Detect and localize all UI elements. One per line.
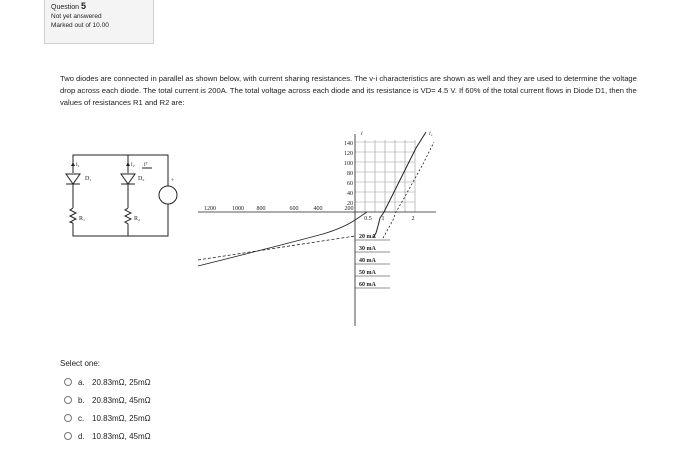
x-tick-1000: 1000: [232, 206, 244, 212]
y-tick-100: 100: [344, 161, 353, 167]
option-d-letter: d.: [78, 431, 85, 441]
y-tick-40: 40: [347, 191, 353, 197]
question-status: Not yet answered: [51, 13, 102, 20]
diode-d2: [121, 174, 135, 184]
option-c-text: 10.83mΩ, 25mΩ: [92, 413, 151, 423]
current-label-50ma: 50 mA: [359, 270, 376, 276]
option-b-letter: b.: [78, 395, 85, 405]
question-prefix: Question: [51, 4, 80, 11]
question-figure: [58, 128, 446, 336]
circuit-diagram: [70, 155, 177, 236]
label-plus: +: [171, 178, 175, 184]
select-one-label: Select one:: [60, 359, 101, 368]
question-number: [51, 2, 147, 12]
x-tick-600: 600: [289, 206, 299, 212]
question-marks: Marked out of 10.00: [51, 22, 109, 29]
y-tick-60: 60: [347, 181, 353, 187]
axis-i-label: i: [361, 131, 363, 137]
option-a[interactable]: [60, 373, 151, 391]
y-tick-20: 20: [347, 201, 353, 207]
x-tick-2: 2: [411, 216, 415, 222]
x-tick-200: 200: [344, 206, 354, 212]
label-r1: R₁: [79, 216, 86, 222]
y-tick-140: 140: [344, 141, 353, 147]
y-tick-120: 120: [344, 151, 353, 157]
option-d-text: 10.83mΩ, 45mΩ: [92, 431, 151, 441]
option-b-text: 20.83mΩ, 45mΩ: [92, 395, 151, 405]
option-d[interactable]: [60, 427, 151, 445]
axis-i1-label: i₁: [429, 131, 433, 137]
x-tick-0-5: 0.5: [364, 216, 372, 222]
radio-b[interactable]: [64, 396, 72, 404]
label-d2: D₂: [138, 176, 145, 182]
current-label-20ma: 20 mA: [359, 234, 376, 240]
y-tick-80: 80: [347, 171, 353, 177]
radio-a[interactable]: [64, 378, 72, 386]
resistor-r1: [70, 208, 76, 223]
label-r2: R₂: [134, 216, 141, 222]
option-c-letter: c.: [78, 413, 85, 423]
question-number-value: 5: [80, 1, 86, 11]
label-i1: i₁: [76, 162, 80, 168]
label-i2: i₂: [131, 162, 135, 168]
option-c[interactable]: [60, 409, 151, 427]
vi-graph: [198, 131, 436, 326]
question-info-panel: [44, 0, 154, 44]
option-a-text: 20.83mΩ, 25mΩ: [92, 377, 151, 387]
diode-d1: [66, 174, 80, 184]
voltage-source: [159, 186, 177, 204]
option-a-letter: a.: [78, 377, 85, 387]
option-b[interactable]: [60, 391, 151, 409]
answer-options: [60, 373, 151, 445]
label-d1: D₁: [85, 176, 92, 182]
resistor-r2: [125, 208, 131, 236]
radio-c[interactable]: [64, 414, 72, 422]
current-label-60ma: 60 mA: [359, 282, 376, 288]
x-tick-400: 400: [313, 206, 323, 212]
radio-d[interactable]: [64, 432, 72, 440]
x-tick-1200: 1200: [204, 206, 216, 212]
question-text: Two diodes are connected in parallel as shown below, with current sharing resistances. The v-i characteristics are shown as well and they are used to determine the voltage drop across each diode. The total current is 200A. The total voltage across each diode and its resistance is VD= 4.5 V. If 60% of the total current flows in Diode D1, then the values of resistances R1 and R2 are:: [60, 74, 637, 107]
x-tick-800: 800: [256, 206, 266, 212]
current-label-30ma: 30 mA: [359, 246, 376, 252]
label-it: iᵀ: [144, 162, 148, 168]
current-label-40ma: 40 mA: [359, 258, 376, 264]
x-tick-1: 1: [381, 216, 385, 222]
